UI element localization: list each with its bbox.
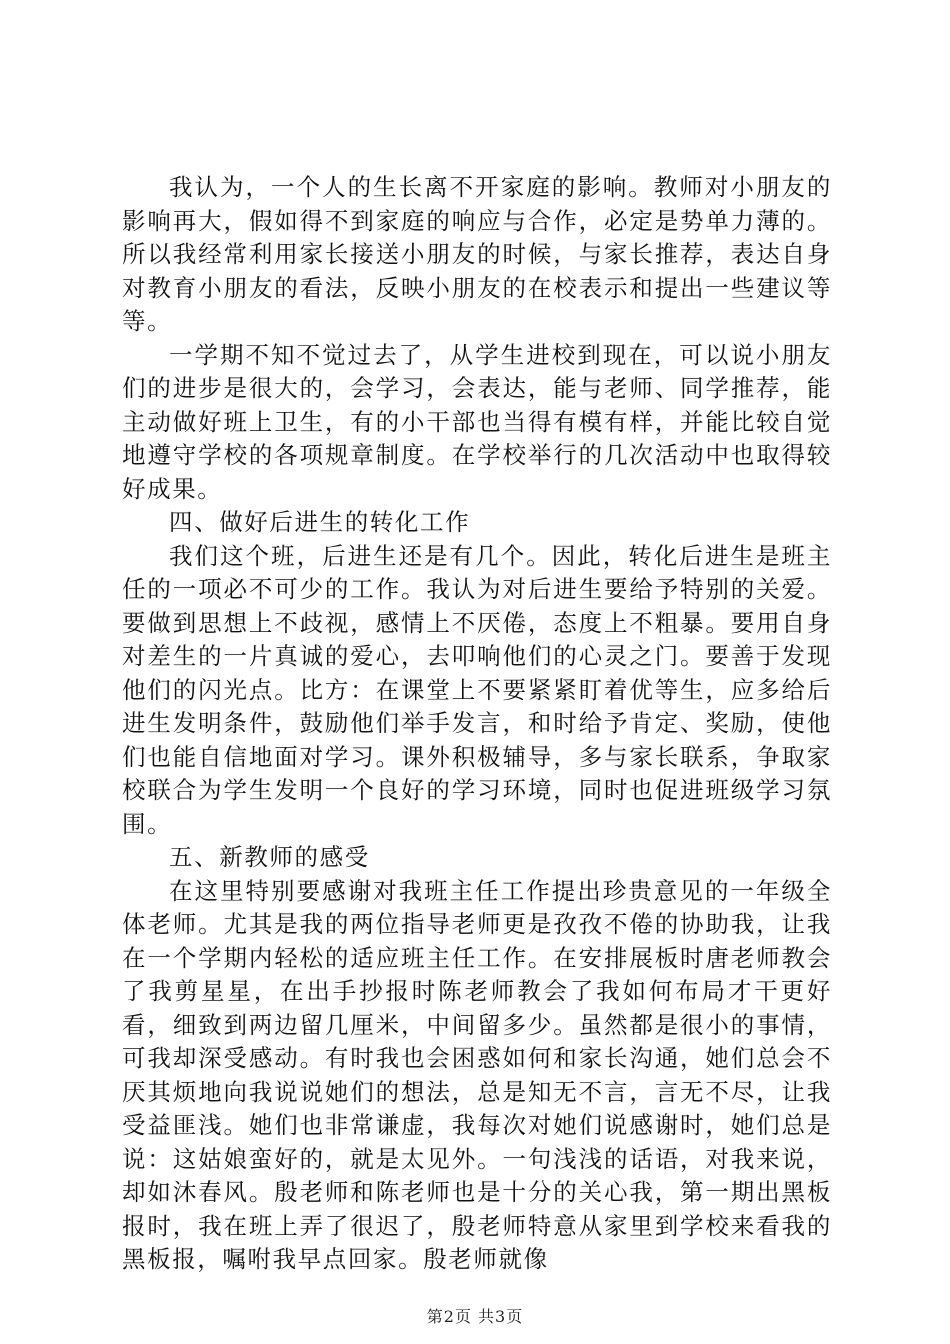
paragraph-struggling-students: 我们这个班，后进生还是有几个。因此，转化后进生是班主任的一项必不可少的工作。我认为对后进生要给予特别的关爱。要做到思想上不歧视，感情上不厌倦，态度上不粗暴。要用自身对差生的一片真诚的爱心，去叩响他们的心灵之门。要善于发现他们的闪光点。比方：在课堂上不要紧紧盯着优等生，应多给后进生发明条件，鼓励他们举手发言，和时给予肯定、奖励，使他们也能自信地面对学习。课外积极辅导，多与家长联系，争取家校联合为学生发明一个良好的学习环境，同时也促进班级学习氛围。 bbox=[122, 541, 832, 838]
page-footer: 第2页 共3页 bbox=[426, 1307, 524, 1326]
body-text bbox=[122, 171, 832, 1277]
section-heading-4: 四、做好后进生的转化工作 bbox=[169, 508, 471, 536]
section-heading-5: 五、新教师的感受 bbox=[169, 843, 370, 871]
paragraph-semester-progress: 一学期不知不觉过去了，从学生进校到现在，可以说小朋友们的进步是很大的，会学习，会表达，能与老师、同学推荐，能主动做好班上卫生，有的小干部也当得有模有样，并能比较自觉地遵守学校的各项规章制度。在学校举行的几次活动中也取得较好成果。 bbox=[122, 340, 832, 503]
paragraph-family-influence: 我认为，一个人的生长离不开家庭的影响。教师对小朋友的影响再大，假如得不到家庭的响应与合作，必定是势单力薄的。所以我经常利用家长接送小朋友的时候，与家长推荐，表达自身对教育小朋友的看法，反映小朋友的在校表示和提出一些建议等等。 bbox=[122, 173, 832, 335]
paragraph-new-teacher-feelings: 在这里特别要感谢对我班主任工作提出珍贵意见的一年级全体老师。尤其是我的两位指导老师更是孜孜不倦的协助我，让我在一个学期内轻松的适应班主任工作。在安排展板时唐老师教会了我剪星星，在出手抄报时陈老师教会了我如何布局才干更好看，细致到两边留几厘米，中间留多少。虽然都是很小的事情，可我却深受感动。有时我也会困惑如何和家长沟通，她们总会不厌其烦地向我说说她们的想法，总是知无不言，言无不尽，让我受益匪浅。她们也非常谦虚，我每次对她们说感谢时，她们总是说：这姑娘蛮好的，就是太见外。一句浅浅的话语，对我来说，却如沐春风。殷老师和陈老师也是十分的关心我，第一期出黑板报时，我在班上弄了很迟了，殷老师特意从家里到学校来看我的黑板报，嘱咐我早点回家。殷老师就像 bbox=[122, 876, 832, 1273]
